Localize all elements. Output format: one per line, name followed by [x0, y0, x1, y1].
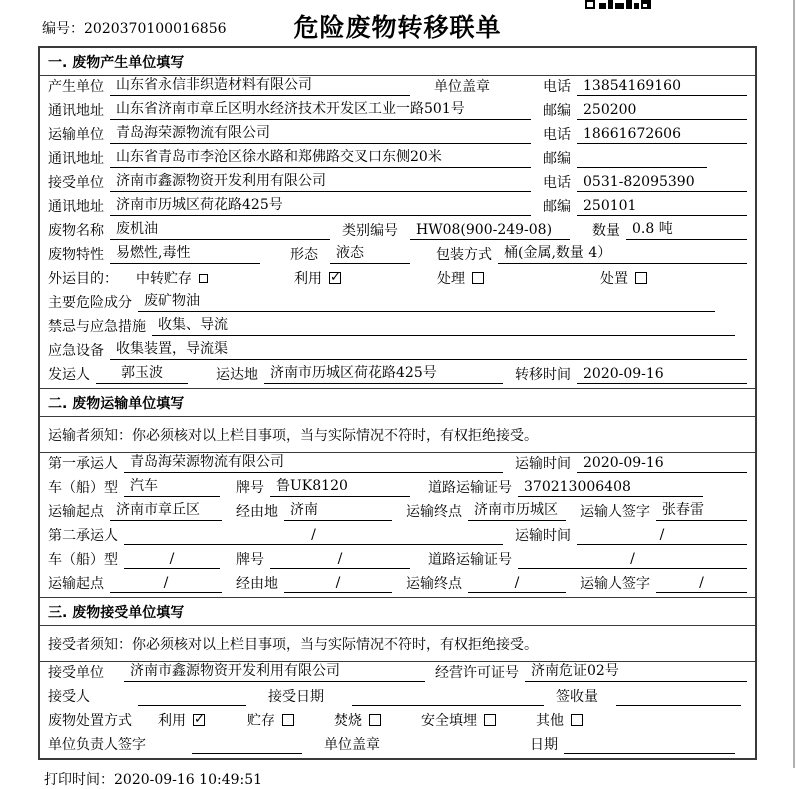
manager-sign-label: 单位负责人签字	[48, 737, 146, 753]
receive-date-label: 接受日期	[268, 689, 324, 705]
date-value	[564, 738, 735, 754]
carrier1-end-label: 运输终点	[406, 504, 462, 520]
equipment-row	[40, 340, 755, 364]
disposal-option-incinerate-label: 焚烧	[334, 713, 362, 729]
manifest-form	[38, 46, 757, 760]
serial-number: 2020370100016856	[84, 21, 227, 37]
consignor-label: 发运人	[48, 367, 90, 383]
recipient-row	[40, 686, 755, 710]
section3-title: 三. 废物接受单位填写	[40, 598, 755, 626]
carrier1-end-value: 济南市历城区	[468, 499, 566, 521]
hazard-label: 主要危险成分	[48, 295, 132, 311]
producer-value: 山东省永信非织造材料有限公司	[110, 74, 410, 96]
category-value: HW08(900-249-08)	[410, 222, 570, 240]
receiving-unit-row	[40, 662, 755, 686]
print-time-label: 打印时间：	[44, 772, 114, 788]
destination-label: 运达地	[216, 367, 258, 383]
received-qty-value	[616, 690, 741, 706]
producer-label: 产生单位	[48, 79, 104, 95]
form-label: 形态	[290, 247, 318, 263]
producer-zip-label: 邮编	[543, 103, 571, 119]
purpose-option-transfer-storage	[136, 268, 208, 288]
carrier2-sign-value: /	[656, 575, 747, 593]
purpose-option-utilize	[294, 268, 341, 288]
carrier1-via-label: 经由地	[236, 504, 278, 520]
manifest-document	[38, 6, 757, 789]
receiver-phone-value: 0531-82095390	[577, 174, 747, 192]
transporter-phone-label: 电话	[543, 127, 571, 143]
print-time-line	[38, 769, 757, 789]
recipient-label: 接受人	[48, 689, 90, 705]
receiving-unit-label: 接受单位	[48, 665, 104, 681]
carrier2-plate-label: 牌号	[236, 552, 264, 568]
carrier1-name-value: 青岛海荣源物流有限公司	[124, 451, 503, 473]
carrier2-vehicle-label: 车（船）型	[48, 552, 118, 568]
carrier1-license-label: 道路运输证号	[428, 480, 512, 496]
carrier2-vehicle-row	[40, 549, 755, 573]
carrier2-time-value: /	[577, 527, 747, 545]
document-header	[38, 6, 757, 46]
carrier1-vehicle-label: 车（船）型	[48, 480, 118, 496]
manager-sign-value	[192, 738, 302, 754]
carrier2-via-value: /	[284, 575, 392, 593]
carrier2-vehicle-value: /	[124, 551, 220, 569]
disposal-option-store	[247, 710, 294, 730]
disposal-utilize-checkbox	[193, 714, 205, 726]
carrier1-license-value: 370213006408	[518, 479, 703, 497]
carrier2-name-row	[40, 525, 755, 549]
carrier2-license-value: /	[518, 551, 747, 569]
receive-date-value	[352, 690, 544, 706]
transfer-storage-checkbox	[199, 274, 208, 283]
carrier1-plate-label: 牌号	[236, 480, 264, 496]
date-label: 日期	[530, 737, 558, 753]
carrier1-time-label: 运输时间	[515, 456, 571, 472]
disposal-store-checkbox	[282, 714, 294, 726]
carrier1-route-row	[40, 501, 755, 525]
treat-checkbox	[472, 272, 484, 284]
purpose-option-dispose	[600, 268, 647, 288]
carrier2-name-value: /	[124, 527, 503, 545]
disposal-option-landfill-label: 安全填埋	[421, 713, 477, 729]
transporter-zip-value	[577, 152, 707, 168]
quantity-label: 数量	[592, 223, 620, 239]
category-label: 类别编号	[342, 223, 398, 239]
purpose-option-treat-label: 处理	[437, 271, 465, 287]
disposal-option-landfill	[421, 710, 496, 730]
carrier1-plate-value: 鲁UK8120	[270, 475, 410, 497]
serial-label: 编号：	[42, 21, 84, 37]
transporter-phone-value: 18661672606	[577, 126, 747, 144]
section1-title: 一. 废物产生单位填写	[40, 48, 755, 76]
page-right-edge	[793, 0, 795, 768]
seal-label: 单位盖章	[434, 79, 490, 95]
carrier2-plate-value: /	[270, 551, 410, 569]
taboo-row	[40, 316, 755, 340]
packing-value: 桶(金属,数量 4）	[498, 242, 747, 264]
hazard-row	[40, 292, 755, 316]
purpose-option-utilize-label: 利用	[294, 271, 322, 287]
carrier2-license-label: 道路运输证号	[428, 552, 512, 568]
purpose-option-treat	[437, 268, 484, 288]
carrier2-origin-label: 运输起点	[48, 576, 104, 592]
disposal-option-utilize	[158, 710, 205, 730]
carrier1-vehicle-row	[40, 477, 755, 501]
property-label: 废物特性	[48, 247, 104, 263]
receiver-value: 济南市鑫源物资开发利用有限公司	[110, 170, 531, 192]
transporter-notice: 运输者须知：你必须核对以上栏目事项，当与实际情况不符时，有权拒绝接受。	[40, 417, 755, 453]
disposal-option-store-label: 贮存	[247, 713, 275, 729]
consignor-row	[40, 364, 755, 388]
carrier2-name-label: 第二承运人	[48, 528, 118, 544]
unit-seal-label: 单位盖章	[324, 737, 380, 753]
receiver-row	[40, 172, 755, 196]
dispose-checkbox	[635, 272, 647, 284]
disposal-option-other-label: 其他	[536, 713, 564, 729]
equipment-label: 应急设备	[48, 343, 104, 359]
utilize-checkbox	[329, 272, 341, 284]
waste-property-row	[40, 244, 755, 268]
waste-name-row	[40, 220, 755, 244]
disposal-option-other	[536, 710, 583, 730]
carrier1-vehicle-value: 汽车	[124, 475, 220, 497]
recipient-value	[138, 690, 246, 706]
print-time-value: 2020-09-16 10:49:51	[114, 772, 263, 788]
disposal-other-checkbox	[571, 714, 583, 726]
form-value: 液态	[330, 242, 410, 264]
carrier1-name-row	[40, 453, 755, 477]
producer-phone-label: 电话	[543, 79, 571, 95]
transporter-addr-value: 山东省青岛市李沧区徐水路和郑佛路交叉口东侧20米	[110, 146, 531, 168]
carrier1-origin-label: 运输起点	[48, 504, 104, 520]
property-value: 易燃性,毒性	[110, 242, 260, 264]
purpose-option-dispose-label: 处置	[600, 271, 628, 287]
carrier2-end-value: /	[468, 575, 566, 593]
carrier2-origin-value: /	[110, 575, 222, 593]
received-qty-label: 签收量	[556, 689, 598, 705]
equipment-value: 收集装置，导流渠	[110, 338, 747, 360]
carrier1-time-value: 2020-09-16	[577, 455, 747, 473]
section-transporter	[40, 388, 755, 597]
transporter-label: 运输单位	[48, 127, 104, 143]
producer-row	[40, 76, 755, 100]
transporter-address-row	[40, 148, 755, 172]
operating-license-value: 济南危证02号	[525, 660, 747, 682]
carrier2-via-label: 经由地	[236, 576, 278, 592]
carrier2-route-row	[40, 573, 755, 597]
packing-label: 包装方式	[436, 247, 492, 263]
waste-name-label: 废物名称	[48, 223, 104, 239]
receiver-label: 接受单位	[48, 175, 104, 191]
transfer-time-value: 2020-09-16	[577, 366, 747, 384]
purpose-row	[40, 268, 755, 292]
receiver-notice: 接受者须知：你必须核对以上栏目事项，当与实际情况不符时，有权拒绝接受。	[40, 626, 755, 662]
carrier1-via-value: 济南	[284, 499, 392, 521]
taboo-value: 收集、导流	[152, 314, 735, 336]
quantity-value: 0.8 吨	[626, 218, 747, 240]
receiver-address-row	[40, 196, 755, 220]
transporter-value: 青岛海荣源物流有限公司	[110, 122, 531, 144]
receiver-zip-value: 250101	[577, 198, 747, 216]
transporter-addr-label: 通讯地址	[48, 151, 104, 167]
receiver-addr-label: 通讯地址	[48, 199, 104, 215]
carrier1-sign-value: 张春雷	[656, 499, 747, 521]
disposal-method-label: 废物处置方式	[48, 713, 132, 729]
taboo-label: 禁忌与应急措施	[48, 319, 146, 335]
disposal-option-utilize-label: 利用	[158, 713, 186, 729]
transporter-row	[40, 124, 755, 148]
carrier2-sign-label: 运输人签字	[580, 576, 650, 592]
section-producer	[40, 48, 755, 388]
disposal-option-incinerate	[334, 710, 381, 730]
transfer-time-label: 转移时间	[515, 367, 571, 383]
producer-phone-value: 13854169160	[577, 78, 747, 96]
producer-zip-value: 250200	[577, 102, 747, 120]
receiver-zip-label: 邮编	[543, 199, 571, 215]
consignor-value: 郭玉波	[96, 362, 188, 384]
transporter-zip-label: 邮编	[543, 151, 571, 167]
carrier1-sign-label: 运输人签字	[580, 504, 650, 520]
receiving-unit-value: 济南市鑫源物资开发利用有限公司	[124, 660, 425, 682]
page-title: 危险废物转移联单	[293, 13, 502, 42]
disposal-method-row	[40, 710, 755, 734]
receiver-phone-label: 电话	[543, 175, 571, 191]
operating-license-label: 经营许可证号	[435, 665, 519, 681]
manager-sign-row	[40, 734, 755, 758]
disposal-landfill-checkbox	[484, 714, 496, 726]
section-receiver	[40, 597, 755, 758]
producer-addr-value: 山东省济南市章丘区明水经济技术开发区工业一路501号	[110, 98, 531, 120]
producer-address-row	[40, 100, 755, 124]
waste-name-value: 废机油	[110, 218, 330, 240]
purpose-label: 外运目的：	[48, 271, 118, 287]
receiver-addr-value: 济南市历城区荷花路425号	[110, 194, 531, 216]
section2-title: 二. 废物运输单位填写	[40, 389, 755, 417]
purpose-option-transfer-storage-label: 中转贮存	[136, 271, 192, 287]
carrier2-end-label: 运输终点	[406, 576, 462, 592]
destination-value: 济南市历城区荷花路425号	[264, 362, 503, 384]
disposal-incinerate-checkbox	[369, 714, 381, 726]
carrier1-origin-value: 济南市章丘区	[110, 499, 222, 521]
carrier2-time-label: 运输时间	[515, 528, 571, 544]
hazard-value: 废矿物油	[138, 290, 715, 312]
producer-addr-label: 通讯地址	[48, 103, 104, 119]
carrier1-name-label: 第一承运人	[48, 456, 118, 472]
